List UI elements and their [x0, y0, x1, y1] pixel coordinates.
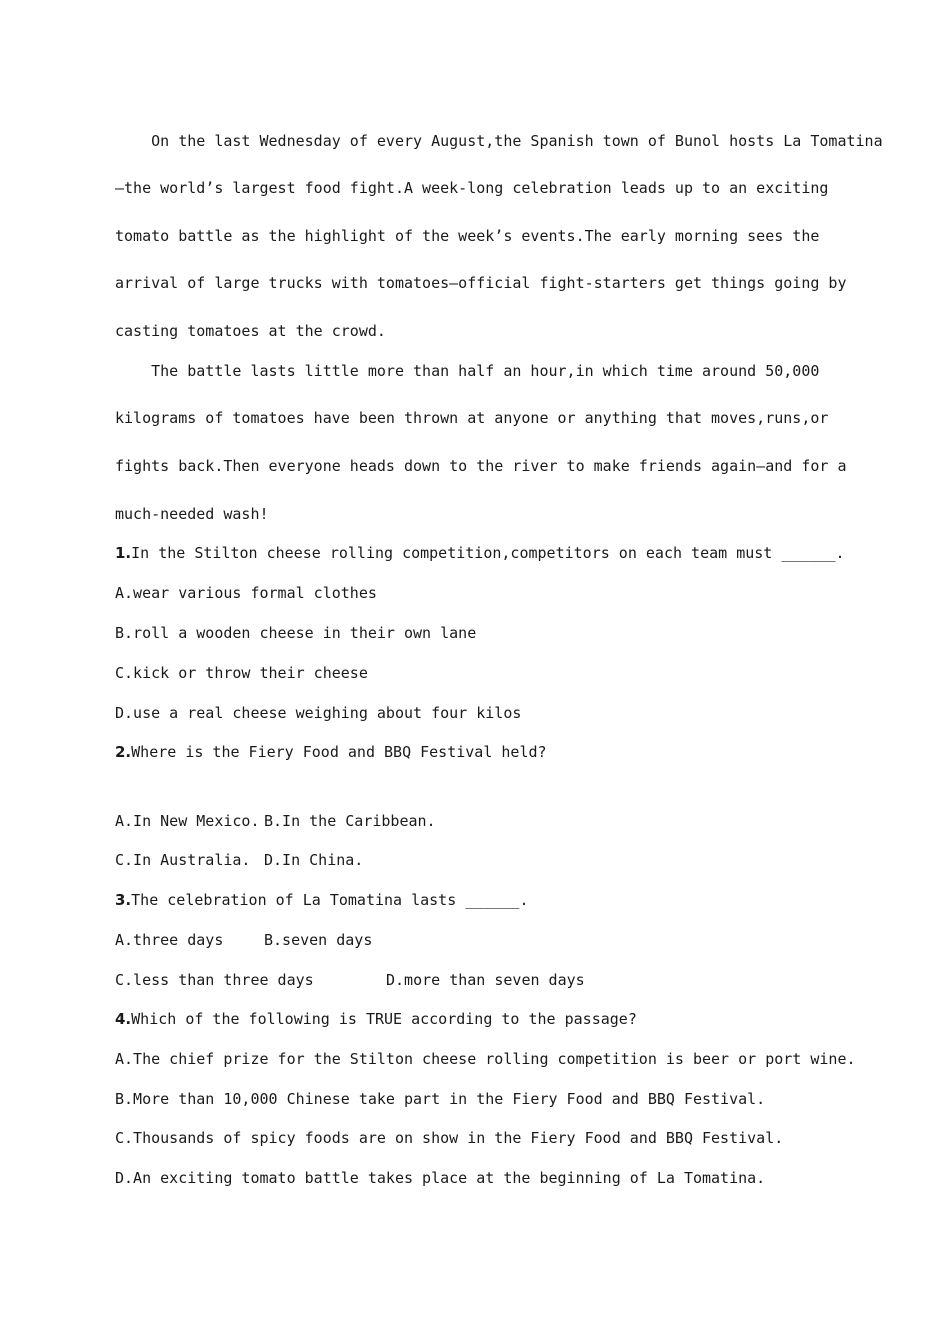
question-number: 3.	[115, 891, 132, 909]
question-number: 2.	[115, 743, 132, 761]
option-d: D.In China.	[264, 851, 364, 869]
option-b: B.roll a wooden cheese in their own lane	[115, 624, 477, 642]
question-stem: In the Stilton cheese rolling competition,competitors on each team must ______.	[131, 544, 845, 562]
option-d: D.more than seven days	[386, 971, 585, 989]
option-b: B.More than 10,000 Chinese take part in the Fiery Food and BBQ Festival.	[115, 1090, 766, 1108]
option-a: A.three days	[115, 931, 224, 949]
passage-line: tomato battle as the highlight of the week’s events.The early morning sees the	[115, 227, 820, 245]
option-d: D.An exciting tomato battle takes place at the beginning of La Tomatina.	[115, 1169, 766, 1187]
passage-line: The battle lasts little more than half an hour,in which time around 50,000	[115, 362, 820, 380]
option-a: A.In New Mexico.	[115, 812, 260, 830]
option-c: C.kick or throw their cheese	[115, 664, 368, 682]
question-2	[115, 742, 547, 762]
passage-line: kilograms of tomatoes have been thrown at anyone or anything that moves,runs,or	[115, 409, 829, 427]
question-stem: Where is the Fiery Food and BBQ Festival held?	[131, 743, 547, 761]
passage-line: arrival of large trucks with tomatoes—official fight-starters get things going by	[115, 274, 847, 292]
option-b: B.In the Caribbean.	[264, 812, 436, 830]
option-a: A.wear various formal clothes	[115, 584, 377, 602]
question-3	[115, 890, 529, 910]
question-4	[115, 1009, 637, 1029]
question-number: 4.	[115, 1010, 132, 1028]
question-stem: The celebration of La Tomatina lasts ______.	[131, 891, 529, 909]
passage-line: casting tomatoes at the crowd.	[115, 322, 386, 340]
question-number: 1.	[115, 544, 132, 562]
option-d: D.use a real cheese weighing about four kilos	[115, 704, 522, 722]
option-c: C.Thousands of spicy foods are on show in the Fiery Food and BBQ Festival.	[115, 1129, 784, 1147]
passage-line: fights back.Then everyone heads down to the river to make friends again—and for a	[115, 457, 847, 475]
option-b: B.seven days	[264, 931, 373, 949]
option-a: A.The chief prize for the Stilton cheese rolling competition is beer or port wine.	[115, 1050, 856, 1068]
passage-line: On the last Wednesday of every August,the Spanish town of Bunol hosts La Tomatina	[115, 132, 883, 150]
passage-line: —the world’s largest food fight.A week-long celebration leads up to an exciting	[115, 179, 829, 197]
option-c: C.In Australia.	[115, 851, 251, 869]
question-stem: Which of the following is TRUE according to the passage?	[131, 1010, 637, 1028]
option-c: C.less than three days	[115, 971, 314, 989]
question-1	[115, 543, 845, 563]
passage-line: much-needed wash!	[115, 505, 269, 523]
